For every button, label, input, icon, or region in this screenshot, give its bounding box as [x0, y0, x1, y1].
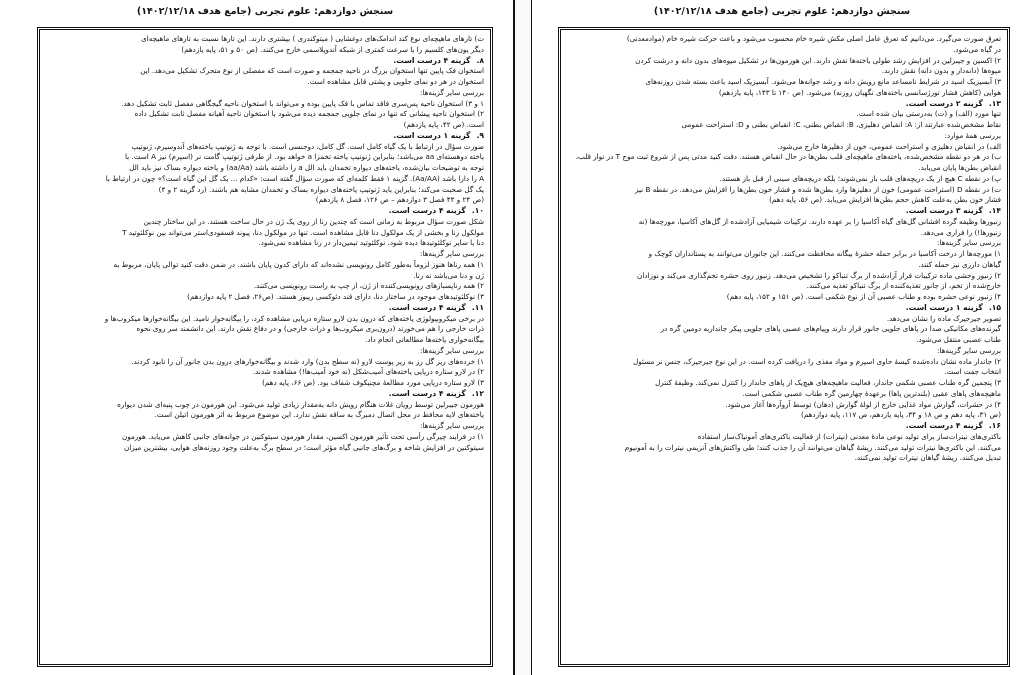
- text-line: ۱) خرده‌های ریز گل رز به زیر پوست لارو (نه سطح بدن) وارد شدند و بیگانه‌خوارهای درون بدن جانور آن را نابود کردند.: [131, 356, 484, 366]
- text-line: استخوان در هر دو نمای جلویی و پشتی قابل مشاهده است.: [307, 77, 484, 86]
- question-number: ۹.: [476, 130, 484, 140]
- text-line: بررسی سایر گزینه‌ها:: [419, 87, 484, 97]
- answer-heading: [46, 206, 484, 217]
- page-content: [46, 34, 484, 660]
- text-line: ب) در هر دو نقطه مشخص‌شده، یاخته‌های ماهیچه‌ای قلب بطن‌ها در حال انقباض هستند. دقت کنید مدتی پس از شروع ثبت موج T در نوار قلب،: [575, 152, 1001, 162]
- text-line: بررسی سایر گزینه‌ها:: [936, 345, 1001, 355]
- question-number: ۱۴.: [988, 206, 1001, 215]
- text-line: ۲) اکسین و جیبرلین در افزایش رشد طولی یاخته‌ها نقش دارند. این هورمون‌ها در تشکیل میوه‌های بدون دانه و درشت کردن: [635, 55, 1001, 65]
- page-header: سنجش دوازدهم: علوم تجربی (جامع هدف ۱۴۰۲/۱۲/۱۸): [136, 6, 394, 17]
- text-line: (ص ۲۴ و ۴۴ فصل ۳ دوازدهم – ص ۱۲۶، فصل ۸ یازدهم): [315, 195, 484, 205]
- text-line: A را دارا باشد (Aa/AA). گزینه ۱ فقط کلمه‌ای که صورت سؤال گفته است: «کدام ... یک گل این گیاه است؟» چون در ارتباط با: [105, 173, 484, 183]
- text-line: گیاهان دارزی نیز حمله کنند.: [918, 259, 1001, 269]
- text-line: ۱) همه رناها هنوز لزوماً به‌طور کامل رونویسی نشده‌اند که دارای کدون پایان باشند. در ضمن دقت کنید توالی پایان، مربوط به: [113, 259, 484, 269]
- text-line: بررسی سایر گزینه‌ها:: [419, 345, 484, 355]
- question-number: ۱۵.: [988, 302, 1001, 312]
- text-line: انقباض بطن‌ها پایان می‌یابد.: [918, 163, 1001, 172]
- answer-heading: [46, 303, 484, 314]
- answer-heading: [567, 99, 1001, 110]
- answer-heading-text: گزینه ۳ درست است.: [905, 206, 983, 215]
- text-line: ژن و دنا می‌باشد نه رنا.: [413, 270, 484, 280]
- text-line: ۱) در فرایند چیرگی رأسی تحت تأثیر هورمون اکسین، مقدار هورمون سیتوکنین در جوانه‌های جانبی کاهش می‌یابد. هورمون: [121, 431, 484, 441]
- text-line: پ) در نقطه C هیچ از یک دریچه‌های قلب باز نمی‌شوند؛ بلکه دریچه‌های سینی از قبل باز هستند.: [719, 173, 1001, 183]
- question-number: ۱۱.: [471, 302, 484, 312]
- text-line: شکل صورت سؤال مربوط به زمانی است که چندین رنا از روی یک ژن در حال ساخت هستند. در این ساختار چندین: [143, 216, 484, 226]
- answer-heading: [567, 303, 1001, 314]
- text-line: ۳) لارو ستاره دریایی مورد مطالعهٔ مچنیکوف شفاف بود. (ص ۶۶، پایه دهم): [262, 378, 484, 387]
- question-number: ۱۶.: [988, 421, 1001, 430]
- question-number: ۱۲.: [471, 388, 484, 398]
- text-line: ۱) مورچه‌ها از درخت آکاسیا در برابر حمله حشرهٔ بیگانه محافظت می‌کنند. این جانوران می‌توانند به پستانداران کوچک و: [648, 249, 1001, 258]
- text-line: توجه به توضیحات بیان‌شده، یاخته‌های دیواره تخمدان باید الل a را داشته باشد (aa/Aa) و یاخته دیواره بساک نیز باید الل: [129, 163, 484, 172]
- text-line: تبدیل می‌کنند. ریشهٔ گیاهان نیترات تولید نمی‌کنند.: [854, 453, 1001, 463]
- text-line: یاخته‌های لایه محافظ در محل اتصال دمبرگ به ساقه نقش ندارد. این موضوع مربوط به اثر هورمون اتیلن است.: [154, 410, 484, 420]
- text-line: استخوان فک پایین تنها استخوان بزرگ در ناحیه جمجمه و صورت است که مفصلی از نوع متحرک تشکیل می‌دهد. این: [140, 66, 484, 76]
- question-number: ۱۰.: [471, 206, 484, 215]
- text-line: ت) تارهای ماهیچه‌ای نوع کند اندامک‌های دوغشایی ( میتوکندری ) بیشتری دارند. این تارها نسبت به تارهای ماهیچه‌ای: [141, 34, 484, 43]
- text-line: ۳) نوکلئوتیدهای موجود در ساختار دنا، دارای قند دئوکسی ریبوز هستند. (ص۲۶، فصل ۲ پایه دوازدهم): [187, 292, 484, 301]
- text-line: بررسی همهٔ موارد:: [944, 130, 1001, 140]
- question-number: ۸.: [476, 55, 484, 65]
- text-line: ماهیچه‌های پاهای عقبی (بلندترین پاها) برعهدهٔ چهارمین گره طناب عصبی شکمی است.: [742, 388, 1001, 398]
- text-line: زنبورها وظیفه گرده افشانی گل‌های گیاه آکاسیا را بر عهده دارند. ترکیبات شیمیایی آزادشده از گل‌های آکاسیا، مورچه‌ها (نه: [638, 216, 1001, 226]
- text-line: دنا با سایر نوکلئوتیدها دیده شود. نوکلئوتید تیمین‌دار در رنا مشاهده نمی‌شود.: [258, 238, 484, 248]
- answer-heading-text: گزینه ۱ درست است.: [905, 302, 983, 312]
- text-line: تنها مورد (الف) و (ت) به‌درستی بیان شده است.: [856, 109, 1001, 119]
- text-line: بررسی سایر گزینه‌ها:: [419, 249, 484, 258]
- answer-heading-text: گزینه ۴ درست است.: [388, 206, 466, 215]
- answer-heading-text: گزینه ۱ درست است.: [393, 130, 471, 140]
- text-line: میوه‌ها (دانه‌دار و بدون دانه) نقش دارند.: [881, 66, 1001, 76]
- text-line: (ص ۳۱، پایه دهم و ص ۱۸ و ۳۴، پایه یازدهم، ص ۱۱۷، پایه دوازدهم): [801, 410, 1001, 420]
- page-frame: [558, 27, 1010, 667]
- text-line: سیتوکنین در افزایش شاخه و برگ‌های جانبی گیاه مؤثر است؛ در سطح برگ به‌علت وجود روزنه‌های هوایی، بیشترین میزان: [123, 442, 484, 452]
- text-line: است. (ص ۴۲، پایه یازدهم): [403, 120, 484, 129]
- text-line: ت) در نقطه D (استراحت عمومی) خون از دهلیزها وارد بطن‌ها شده و فشار خون بطن‌ها را افزایش می‌دهد. در نقطه B نیز: [635, 184, 1001, 194]
- text-line: ۲) همه رناپسبازهای رونویسی‌کننده از ژن، از چپ به راست رونویسی می‌کنند.: [253, 281, 484, 291]
- text-line: می‌کنند. این باکتری‌ها نیترات تولید می‌کنند. ریشهٔ گیاهان می‌توانند آن را جذب کنند؛ طی واکنش‌های آنزیمی نیترات را به آمونیوم: [624, 442, 1001, 452]
- text-line: ۴) در حشرات، گوارش مواد غذایی خارج از لولهٔ گوارش (دهان) توسط آروآره‌ها آغاز می‌شود.: [725, 399, 1001, 409]
- text-line: صورت سؤال در ارتباط با یک گیاه کامل است. گل کامل، دوجنسی است. با توجه به ژنوتیپ یاخته‌های آندوسپرم، ژنوتیپ: [131, 141, 484, 151]
- page-content: [567, 34, 1001, 660]
- page-header: سنجش دوازدهم: علوم تجربی (جامع هدف ۱۴۰۲/۱۲/۱۸): [653, 6, 911, 17]
- text-line: نقاط مشخص‌شده عبارتند از: A: انقباض دهلیزی، B: انقباض بطنی، C: انقباض بطنی و D: استراحت عمومی: [681, 120, 1001, 129]
- answer-heading-text: گزینه ۴ درست است.: [905, 421, 983, 430]
- text-line: مولکول رنا و بخشی از یک مولکول دنا قابل مشاهده است. تنها در مولکول دنا، پیوند فسفودی‌استر می‌تواند بین نوکلئوتید T: [122, 227, 484, 237]
- text-line: ۲) جاندار ماده نشان داده‌شده کیسهٔ حاوی اسپرم و مواد مغذی را دریافت کرده است. در این نوع جیرجیرک، جنس نر مسئول: [633, 356, 1001, 366]
- answer-heading: [46, 131, 484, 142]
- right-page: [532, 0, 1024, 675]
- question-number: ۱۳.: [988, 98, 1001, 108]
- text-line: طناب عصبی منتقل می‌شود.: [916, 335, 1001, 344]
- answer-heading-text: گزینه ۴ درست است.: [388, 388, 466, 398]
- text-line: فشار خون بطن به‌علت کاهش حجم بطن‌ها افزایش می‌یابد. (ص ۵۶، پایه دهم): [769, 195, 1001, 205]
- text-line: ۱ و ۳) استخوان ناحیه پس‌سری فاقد تماس با فک پایین بوده و می‌تواند با استخوان ناحیه گیجگاهی مفصل ثابت تشکیل دهد.: [121, 98, 484, 108]
- text-line: ذرات خارجی را هم می‌خورند (درون‌بری میکروب‌ها و ذرات خارجی) و در دفاع نقش دارند. این دانشمند سر روی نحوه: [136, 324, 484, 334]
- text-line: دیگر یون‌های کلسیم را با سرعت کمتری از شبکه آندوپلاسمی خارج می‌کنند. (ص ۵۰ و ۵۱، پایه یازدهم): [181, 44, 484, 54]
- answer-heading: [46, 56, 484, 67]
- text-line: ۳) پنجمین گره طناب عصبی شکمی جاندار، فعالیت ماهیچه‌های هیچ‌یک از پاهای جاندار را کنترل نمی‌کند. وظیفهٔ کنترل: [655, 378, 1001, 387]
- text-line: در برخی میکروبیولوژی یاخته‌های که درون بدن لارو ستاره دریایی مشاهده کرد، را بیگانه‌خوار نامید. این بیگانه‌خوارها میکروب‌ها و: [104, 313, 484, 323]
- text-line: الف) در انقباض دهلیزی و استراحت عمومی، خون از دهلیزها خارج می‌شود.: [777, 141, 1001, 151]
- text-line: خارج‌شده از تخم، از جانور تغذیه‌کننده از برگ تنباکو تغذیه می‌کنند.: [806, 281, 1001, 291]
- answer-heading-text: گزینه ۲ درست است.: [905, 98, 983, 108]
- text-line: بیگانه‌خواری یاخته‌ها مطالعاتی انجام داد.: [365, 335, 484, 344]
- text-line: زنبورها!) را فراری می‌دهد.: [920, 227, 1001, 237]
- text-line: یاخته دوهسته‌ای aa می‌باشد؛ بنابراین ژنوتیپ یاخته تخمزا a خواهد بود. از طرفی ژنوتیپ گامت نر (اسپرم) نیز A است. با: [124, 152, 484, 162]
- text-line: باکتری‌های نیترات‌ساز برای تولید نوعی مادهٔ معدنی (نیترات) از فعالیت باکتری‌های آمونیاک‌ساز استفاده: [697, 431, 1001, 441]
- text-line: هوایی (کاهش فشار تورژسانسی یاخته‌های نگهبان روزنه) می‌شود. (ص ۱۴۰ تا ۱۴۳، پایه یازدهم): [718, 87, 1001, 97]
- page-frame: [37, 27, 493, 667]
- answer-heading-text: گزینه ۴ درست است.: [393, 55, 471, 65]
- answer-heading: [46, 389, 484, 400]
- answer-heading: [567, 421, 1001, 432]
- text-line: یک گل صحبت می‌کند؛ بنابراین باید ژنوتیپ یاخته‌های دیواره بساک و تخمدان مشابه هم باشند. (رد گزینه ۲ و ۴): [158, 184, 484, 194]
- text-line: انتخاب جفت است.: [944, 367, 1001, 377]
- text-line: بررسی سایر گزینه‌ها:: [936, 238, 1001, 248]
- answer-heading-text: گزینه ۴ درست است.: [388, 302, 466, 312]
- answer-heading: [567, 206, 1001, 217]
- text-line: بررسی سایر گزینه‌ها:: [419, 421, 484, 430]
- text-line: هورمون جیبرلین توسط رویان غلات هنگام رویش دانه به‌مقدار زیادی تولید می‌شود. این هورمون در چوب پنبه‌ای شدن دیواره: [117, 399, 484, 409]
- text-line: تعرق صورت می‌گیرد. می‌دانیم که تعرق عامل اصلی مکش شیره خام محسوب می‌شود و باعث حرکت شیره خام (موادمعدنی): [626, 34, 1001, 43]
- text-line: ۴) زنبور نوعی حشره بوده و طناب عصبی آن از نوع شکمی است. (ص ۱۵۱ و ۱۵۲، پایه دهم): [726, 292, 1001, 301]
- page-gutter: [515, 0, 532, 675]
- text-line: ۳) آبسیزیک اسید در شرایط نامساعد مانع رویش دانه و رشد جوانه‌ها می‌شود. آبسیزیک اسید باعث بسته شدن روزنه‌های: [645, 77, 1001, 86]
- text-line: گیرنده‌های مکانیکی صدا در پاهای جلویی جانور قرار دارند وپیام‌های عصبی پاهای جلویی پیکر جانداربه دومین گره در: [660, 324, 1001, 334]
- text-line: ۲) زنبور وحشی ماده ترکیبات فرار آزادشده از برگ تنباکو را تشخیص می‌دهد. زنبور روی حشره تخم‌گذاری می‌کند و نوزادان: [637, 270, 1001, 280]
- text-line: تصویر جیرجیرک ماده را نشان می‌دهد.: [886, 313, 1001, 323]
- text-line: ۲) در لارو ستاره دریایی یاخته‌های آمیب‌شکل (نه خود آمیب‌ها!) مشاهده شدند.: [252, 367, 484, 377]
- text-line: ۲) استخوان ناحیه پیشانی که تنها در نمای جلویی جمجمه دیده می‌شود با استخوان ناحیه آهیانه مفصل ثابت تشکیل داده: [134, 109, 484, 119]
- text-line: در گیاه می‌شود.: [953, 44, 1001, 54]
